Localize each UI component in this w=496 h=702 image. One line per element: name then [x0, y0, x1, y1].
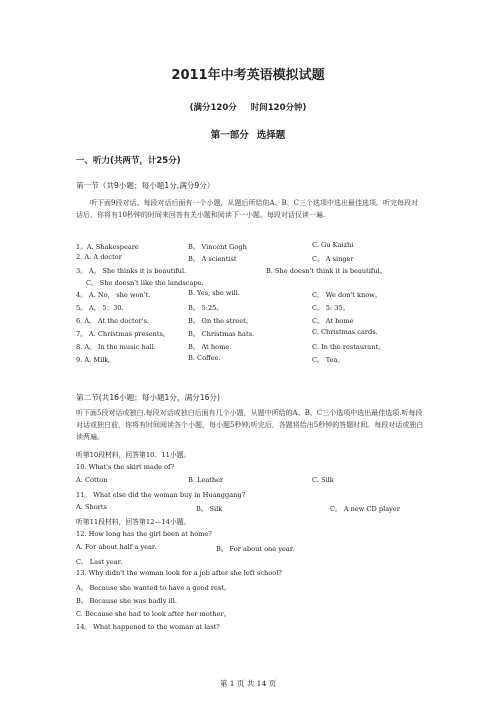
material-12-14-note: 听第11段材料，回答第12—14小题。 — [76, 518, 191, 526]
question-13-option-a: A。 Because she wanted to have a good rest。 — [76, 584, 231, 592]
option-c: C。 We don't know。 — [312, 291, 382, 299]
option-a: 4。 A. No， she won't. — [76, 291, 151, 299]
score-info: (满分120分 — [189, 103, 237, 113]
instructions-1: 听下面9段对话。每段对话后面有一个小题，从题后所给的A、B、C三个选项中选出最佳选项。听完每段对话后，你将有10秒钟的时间来回答有关小题和阅读下一小题。每段对话仅读一遍. — [76, 199, 419, 219]
question-14-stem: 14。 What happened to the woman at last? — [76, 623, 220, 631]
option-b: B。 For about one year. — [216, 545, 295, 553]
part-name: 选择题 — [256, 130, 286, 141]
option-b: B。 Silk — [196, 505, 223, 513]
question-3-option-c: C。 She doesn't like the landscape. — [86, 279, 204, 287]
option-b: B. Yes, she will. — [188, 289, 240, 297]
section-heading-listening: 一、听力(共两节，计25分) — [76, 156, 181, 166]
option-c: C. Silk — [312, 476, 334, 484]
option-a: 9. A. Milk。 — [76, 356, 115, 364]
part-number: 第一部分 — [210, 130, 249, 141]
material-10-11-note: 听第10段材料，回答第10、11小题。 — [76, 451, 191, 459]
option-b: B. Leather — [188, 476, 224, 484]
option-c: C。 A new CD player — [330, 505, 400, 513]
option-a: 6. A。 At the doctor's. — [76, 317, 150, 325]
question-13-option-c: C. Because she had to look after her mother。 — [76, 610, 231, 618]
option-c: C. In the restaurant。 — [312, 343, 385, 351]
option-b: B。 At home. — [188, 343, 232, 351]
page-footer: 第 1 页 共 14 页 — [219, 679, 277, 688]
exam-info — [0, 101, 496, 113]
option-c: C。 Tea。 — [312, 356, 345, 364]
option-c: C。 At home — [312, 317, 354, 325]
question-13-stem: 13. Why didn't the woman look for a job after she left school? — [76, 569, 282, 577]
instructions-2: 听下面5段对话或独白.每段对话或独白后面有几个小题，从题中所给的A、B、C三个选项中选出最佳选项.听每段对话或独白前，你将有时间阅读各个小题，每小题5秒钟;听完后，各题将给出5秒钟的答题时间。每段对话或独白读两遍。 — [76, 409, 424, 441]
subsection-heading-1: 第一节（共9小题；每小题1分,满分9分） — [76, 181, 215, 190]
option-c: C。 A singer — [312, 255, 354, 263]
option-b: B。 Christmas hats. — [188, 330, 255, 338]
subsection-heading-2: 第二节(共16小题；每小题1分，满分16分) — [76, 393, 220, 402]
option-a: A. Cotton — [76, 476, 108, 484]
option-a: 1。A. Shakespeare — [76, 243, 139, 251]
option-c: C。 5: 35。 — [312, 304, 350, 312]
option-a: 5。 A。 5：30. — [76, 304, 124, 312]
time-info: 时间120分钟) — [250, 103, 307, 113]
question-10-stem: 10. What's the skirt made of? — [76, 463, 175, 471]
page-title: 2011年中考英语模拟试题 — [171, 68, 325, 83]
option-a: 7。 A. Christmas presents。 — [76, 330, 170, 338]
option-a: 8. A。 In the music hall. — [76, 343, 156, 351]
option-b: B。 5:25。 — [188, 304, 223, 312]
option-a: A. Shorts — [76, 503, 107, 511]
option-b: B. Coffee. — [188, 354, 221, 362]
option-b: B。 On the street。 — [188, 317, 253, 325]
option-c: C. Gu Kaizhi — [312, 241, 354, 249]
option-c: C. Christmas cards. — [312, 328, 378, 336]
option-b: B. She doesn't think it is beautiful。 — [266, 267, 387, 275]
option-b: B。 Vincent Gogh — [188, 243, 247, 251]
question-11-stem: 11。 What else did the woman buy in Huanggang? — [76, 491, 246, 499]
question-12-stem: 12. How long has the girl been at home? — [76, 530, 212, 538]
option-a: 2. A. A doctor — [76, 253, 122, 261]
option-a: A. For about half a year. — [76, 543, 157, 551]
option-a: 3。 A。 She thinks it is beautiful. — [76, 267, 187, 275]
question-12-option-c: C。 Last year. — [76, 558, 123, 566]
part-heading — [0, 127, 496, 141]
question-13-option-b: B。 Because she was badly ill. — [76, 597, 177, 605]
option-b: B。 A scientist — [188, 255, 237, 263]
